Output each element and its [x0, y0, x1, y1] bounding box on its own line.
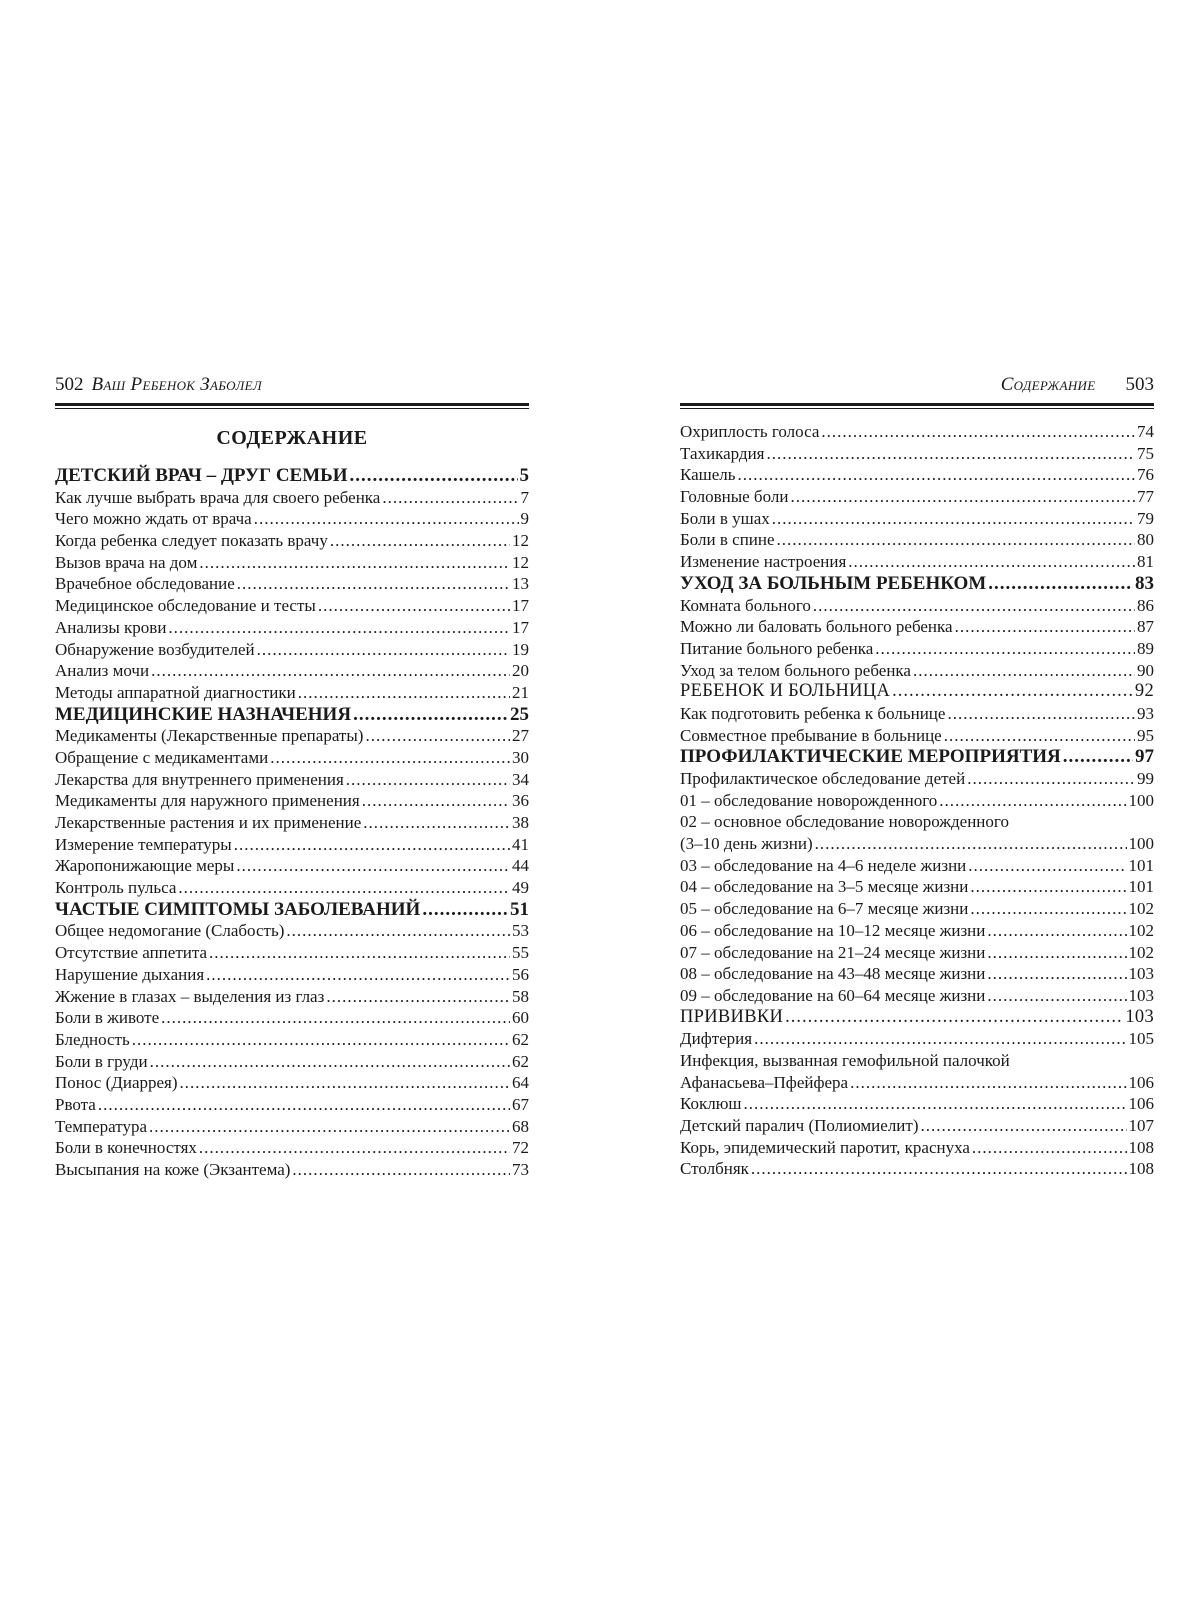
toc-entry	[55, 1029, 529, 1051]
toc-entry-page: 80	[1137, 530, 1154, 550]
toc-entry	[55, 747, 529, 769]
toc-leader-dots	[149, 1116, 510, 1138]
toc-entry-page: 89	[1137, 638, 1154, 658]
toc-leader-dots	[939, 790, 1126, 812]
toc-entry-page: 103	[1128, 985, 1154, 1005]
right-header-rule-thin	[680, 408, 1154, 409]
toc-entry-title: Дифтерия	[680, 1029, 753, 1049]
toc-leader-dots	[972, 1137, 1127, 1159]
toc-entry	[680, 464, 1154, 486]
toc-entry-page: 77	[1137, 487, 1154, 507]
toc-entry-page: 100	[1128, 790, 1154, 810]
toc-entry-page: 101	[1128, 877, 1154, 897]
toc-entry-page: 36	[512, 791, 529, 811]
toc-entry	[55, 964, 529, 986]
toc-entry-title: Контроль пульса	[55, 878, 177, 898]
toc-entry-title: ДЕТСКИЙ ВРАЧ – ДРУГ СЕМЬИ	[55, 465, 348, 486]
toc-entry-title: Боли в конечностях	[55, 1138, 197, 1158]
toc-entry-title: Жжение в глазах – выделения из глаз	[55, 986, 325, 1006]
toc-entry-title: Медикаменты (Лекарственные препараты)	[55, 726, 364, 746]
toc-entry-page: 25	[510, 703, 529, 725]
toc-entry	[55, 487, 529, 509]
toc-entry-page: 87	[1137, 617, 1154, 637]
toc-section-heading	[680, 681, 1154, 703]
toc-entry-title: Лекарства для внутреннего применения	[55, 769, 344, 789]
toc-entry	[680, 1072, 1154, 1094]
toc-entry	[55, 790, 529, 812]
toc-entry-title: МЕДИЦИНСКИЕ НАЗНАЧЕНИЯ	[55, 703, 352, 725]
toc-leader-dots	[944, 725, 1135, 747]
toc-entry	[55, 834, 529, 856]
toc-leader-dots	[987, 942, 1126, 964]
toc-leader-dots	[98, 1094, 510, 1116]
toc-entry	[55, 508, 529, 530]
toc-entry-page: 51	[510, 898, 529, 920]
toc-section-heading	[680, 1007, 1154, 1029]
toc-entry	[55, 552, 529, 574]
right-page	[680, 373, 1154, 1180]
toc-entry-page: 90	[1137, 660, 1154, 680]
toc-entry-title: 02 – основное обследование новорожденного	[680, 812, 1009, 832]
toc-entry-title: Комната больного	[680, 595, 811, 615]
toc-leader-dots	[815, 833, 1127, 855]
toc-entry-page: 97	[1135, 746, 1154, 768]
toc-entry	[55, 986, 529, 1008]
toc-entry	[55, 812, 529, 834]
toc-leader-dots	[180, 1072, 510, 1094]
toc-leader-dots	[785, 1007, 1123, 1029]
toc-entry	[680, 1115, 1154, 1137]
toc-entry-title: Обращение с медикаментами	[55, 747, 269, 767]
toc-entry	[680, 920, 1154, 942]
toc-entry-title: 08 – обследование на 43–48 месяце жизни	[680, 964, 986, 984]
toc-leader-dots	[848, 551, 1135, 573]
toc-entry	[680, 725, 1154, 747]
left-page	[55, 373, 529, 1181]
toc-entry-page: 103	[1128, 964, 1154, 984]
toc-entry-page: 75	[1137, 443, 1154, 463]
toc-entry-page: 72	[512, 1138, 529, 1158]
right-header-rule	[680, 403, 1154, 406]
toc-entry	[55, 1007, 529, 1029]
toc-entry-page: 102	[1128, 920, 1154, 940]
toc-leader-dots	[350, 465, 518, 487]
toc-entry	[55, 1072, 529, 1094]
left-toc-list	[55, 465, 529, 1181]
toc-entry-title: Детский паралич (Полиомиелит)	[680, 1116, 919, 1135]
toc-leader-dots	[892, 681, 1133, 703]
toc-entry-page: 7	[520, 487, 529, 507]
toc-entry-title: Медицинское обследование и тесты	[55, 596, 316, 616]
toc-leader-dots	[970, 898, 1126, 920]
toc-leader-dots	[988, 573, 1133, 595]
toc-entry-title: (3–10 день жизни)	[680, 834, 813, 854]
left-running-title: Ваш Ребенок Заболел	[91, 374, 263, 395]
right-page-number: 503	[1125, 374, 1154, 395]
toc-entry-title: Кашель	[680, 465, 736, 485]
toc-entry-title: Жаропонижающие меры	[55, 856, 235, 876]
toc-leader-dots	[209, 942, 510, 964]
toc-entry	[680, 421, 1154, 443]
toc-entry-page: 107	[1128, 1116, 1154, 1135]
toc-leader-dots	[967, 768, 1135, 790]
toc-leader-dots	[754, 1028, 1126, 1050]
toc-entry	[680, 638, 1154, 660]
toc-entry-title: Инфекция, вызванная гемофильной палочкой	[680, 1050, 1010, 1070]
toc-entry-page: 41	[512, 834, 529, 854]
toc-entry	[55, 920, 529, 942]
toc-entry-title: ПРОФИЛАКТИЧЕСКИЕ МЕРОПРИЯТИЯ	[680, 746, 1061, 768]
toc-section-heading	[680, 746, 1154, 768]
toc-leader-dots	[790, 486, 1135, 508]
toc-entry-title: Рвота	[55, 1094, 96, 1114]
toc-leader-dots	[362, 790, 510, 812]
toc-entry-title: Боли в груди	[55, 1051, 148, 1071]
toc-entry-title: 01 – обследование новорожденного	[680, 790, 938, 810]
toc-entry	[680, 963, 1154, 985]
toc-entry-page: 60	[512, 1008, 529, 1028]
toc-entry-title: 07 – обследование на 21–24 месяце жизни	[680, 942, 986, 962]
toc-entry	[55, 617, 529, 639]
toc-entry-page: 64	[512, 1073, 529, 1093]
toc-entry-page: 86	[1137, 595, 1154, 615]
toc-entry-title: Медикаменты для наружного применения	[55, 791, 360, 811]
toc-entry	[55, 660, 529, 682]
toc-entry-page: 68	[512, 1116, 529, 1136]
toc-entry-title: Чего можно ждать от врача	[55, 509, 252, 529]
toc-entry-page: 76	[1137, 465, 1154, 485]
toc-leader-dots	[987, 985, 1126, 1007]
toc-entry-page: 93	[1137, 703, 1154, 723]
toc-entry-title: Головные боли	[680, 487, 789, 507]
toc-entry	[680, 855, 1154, 877]
toc-entry-title: Температура	[55, 1116, 148, 1136]
toc-entry-title: 04 – обследование на 3–5 месяце жизни	[680, 877, 969, 897]
toc-entry-title: Афанасьева–Пфейфера	[680, 1072, 849, 1092]
toc-section-heading	[55, 899, 529, 921]
toc-entry-title: Корь, эпидемический паротит, краснуха	[680, 1137, 970, 1157]
right-running-head	[680, 373, 1154, 397]
toc-entry-title: Как лучше выбрать врача для своего ребенка	[55, 487, 381, 507]
toc-entry-title: Совместное пребывание в больнице	[680, 725, 942, 745]
toc-entry-title: Измерение температуры	[55, 834, 232, 854]
toc-entry	[55, 942, 529, 964]
toc-entry	[55, 1051, 529, 1073]
toc-section-heading	[55, 704, 529, 726]
toc-section-heading	[55, 465, 529, 487]
toc-entry-title: ЧАСТЫЕ СИМПТОМЫ ЗАБОЛЕВАНИЙ	[55, 898, 421, 920]
toc-entry	[680, 703, 1154, 725]
toc-entry-page: 83	[1135, 572, 1154, 594]
toc-entry-page: 67	[512, 1094, 529, 1114]
toc-leader-dots	[968, 855, 1126, 877]
toc-entry-page: 95	[1137, 725, 1154, 745]
toc-entry-page: 19	[512, 639, 529, 659]
toc-leader-dots	[199, 552, 510, 574]
toc-entry-title: Боли в ушах	[680, 508, 770, 528]
toc-entry-page: 12	[512, 531, 529, 551]
toc-entry-title: Методы аппаратной диагностики	[55, 682, 296, 702]
toc-entry-title: 06 – обследование на 10–12 месяце жизни	[680, 920, 986, 940]
toc-leader-dots	[168, 617, 510, 639]
toc-entry	[680, 1028, 1154, 1050]
toc-entry-title: Врачебное обследование	[55, 574, 235, 594]
toc-entry-page: 58	[512, 986, 529, 1006]
toc-entry-page: 106	[1128, 1072, 1154, 1092]
toc-leader-dots	[363, 812, 510, 834]
toc-entry	[680, 790, 1154, 812]
toc-leader-dots	[365, 725, 510, 747]
toc-leader-dots	[254, 508, 519, 530]
toc-entry	[680, 551, 1154, 573]
toc-entry-title: Коклюш	[680, 1094, 742, 1114]
toc-leader-dots	[150, 1051, 510, 1073]
toc-entry-title: Когда ребенка следует показать врачу	[55, 531, 328, 551]
toc-leader-dots	[257, 639, 510, 661]
toc-entry	[55, 1159, 529, 1181]
toc-leader-dots	[821, 421, 1135, 443]
toc-entry-page: 17	[512, 617, 529, 637]
toc-entry-page: 102	[1128, 942, 1154, 962]
toc-leader-dots	[947, 703, 1135, 725]
toc-entry-page: 62	[512, 1051, 529, 1071]
toc-leader-dots	[346, 769, 510, 791]
toc-entry-title: ПРИВИВКИ	[680, 1006, 784, 1027]
toc-entry-page: 62	[512, 1029, 529, 1049]
toc-entry-title: Высыпания на коже (Экзантема)	[55, 1160, 291, 1179]
toc-section-heading	[680, 573, 1154, 595]
toc-entry-title: Столбняк	[680, 1159, 749, 1179]
toc-entry-title: Понос (Диаррея)	[55, 1073, 178, 1093]
toc-entry-page: 17	[512, 596, 529, 616]
toc-entry-page: 20	[512, 661, 529, 681]
toc-entry	[680, 1158, 1154, 1180]
toc-entry-page: 102	[1128, 899, 1154, 919]
toc-leader-dots	[987, 963, 1126, 985]
toc-leader-dots	[199, 1137, 510, 1159]
toc-leader-dots	[382, 487, 518, 509]
toc-entry-title: Обнаружение возбудителей	[55, 639, 255, 659]
toc-entry	[55, 1094, 529, 1116]
toc-entry	[55, 595, 529, 617]
toc-entry-page: 9	[520, 509, 529, 529]
toc-leader-dots	[318, 595, 510, 617]
toc-leader-dots	[777, 529, 1135, 551]
right-running-title: Содержание	[1000, 374, 1096, 395]
toc-entry-title: Лекарственные растения и их применение	[55, 813, 362, 832]
toc-leader-dots	[767, 443, 1136, 465]
toc-entry	[680, 811, 1154, 833]
toc-entry-title: Питание больного ребенка	[680, 638, 874, 658]
toc-entry	[55, 639, 529, 661]
toc-entry-title: 05 – обследование на 6–7 месяце жизни	[680, 899, 969, 919]
left-header-rule	[55, 403, 529, 406]
toc-entry	[680, 833, 1154, 855]
toc-entry-page: 101	[1128, 855, 1154, 875]
toc-leader-dots	[422, 899, 508, 921]
toc-entry-page: 100	[1128, 834, 1154, 854]
toc-entry-page: 79	[1137, 508, 1154, 528]
toc-entry	[55, 1137, 529, 1159]
toc-entry-page: 12	[512, 552, 529, 572]
toc-entry-title: Вызов врача на дом	[55, 552, 198, 572]
toc-leader-dots	[270, 747, 510, 769]
toc-entry-page: 38	[512, 813, 529, 832]
toc-leader-dots	[298, 682, 510, 704]
toc-entry	[55, 530, 529, 552]
toc-entry-page: 49	[512, 878, 529, 898]
toc-entry	[55, 1116, 529, 1138]
toc-entry-page: 108	[1128, 1137, 1154, 1157]
toc-entry-title: Уход за телом больного ребенка	[680, 660, 911, 680]
toc-entry	[680, 1050, 1154, 1072]
toc-entry-title: 09 – обследование на 60–64 месяце жизни	[680, 985, 986, 1005]
toc-leader-dots	[326, 986, 510, 1008]
toc-leader-dots	[236, 855, 510, 877]
toc-entry-title: Тахикардия	[680, 443, 765, 463]
toc-entry	[680, 660, 1154, 682]
toc-entry-page: 44	[512, 856, 529, 876]
toc-leader-dots	[744, 1093, 1127, 1115]
toc-entry	[680, 876, 1154, 898]
toc-entry-title: Боли в животе	[55, 1008, 160, 1028]
toc-entry-page: 53	[512, 921, 529, 941]
toc-entry-title: Нарушение дыхания	[55, 964, 205, 984]
toc-entry	[680, 768, 1154, 790]
toc-entry	[680, 486, 1154, 508]
toc-entry-page: 30	[512, 747, 529, 767]
toc-entry	[680, 616, 1154, 638]
toc-leader-dots	[751, 1158, 1127, 1180]
toc-leader-dots	[1063, 746, 1133, 768]
toc-entry	[680, 1093, 1154, 1115]
toc-entry-title: Боли в спине	[680, 530, 775, 550]
toc-entry	[55, 573, 529, 595]
toc-entry-page: 103	[1125, 1006, 1154, 1027]
toc-leader-dots	[206, 964, 510, 986]
toc-entry-page: 105	[1128, 1029, 1154, 1049]
toc-entry-page: 34	[512, 769, 529, 789]
toc-title: СОДЕРЖАНИЕ	[216, 427, 368, 449]
toc-entry	[680, 529, 1154, 551]
toc-leader-dots	[353, 704, 508, 726]
toc-leader-dots	[132, 1029, 510, 1051]
toc-entry-page: 99	[1137, 769, 1154, 788]
toc-entry	[55, 855, 529, 877]
toc-entry-page: 81	[1137, 552, 1154, 572]
toc-entry-page: 5	[519, 465, 529, 486]
toc-leader-dots	[987, 920, 1126, 942]
left-page-number: 502	[55, 374, 84, 395]
toc-entry	[680, 942, 1154, 964]
toc-entry-title: 03 – обследование на 4–6 неделе жизни	[680, 855, 967, 875]
toc-leader-dots	[286, 920, 510, 942]
toc-leader-dots	[955, 616, 1135, 638]
toc-entry	[680, 898, 1154, 920]
toc-entry	[680, 1137, 1154, 1159]
toc-leader-dots	[850, 1072, 1126, 1094]
toc-entry-title: Отсутствие аппетита	[55, 943, 208, 963]
toc-entry	[680, 595, 1154, 617]
toc-leader-dots	[970, 876, 1126, 898]
toc-leader-dots	[178, 877, 510, 899]
toc-entry-title: Анализы крови	[55, 617, 167, 637]
toc-entry-page: 74	[1137, 422, 1154, 441]
toc-entry-page: 13	[512, 574, 529, 594]
toc-entry	[680, 985, 1154, 1007]
toc-entry-title: Общее недомогание (Слабость)	[55, 921, 285, 941]
toc-leader-dots	[772, 508, 1135, 530]
toc-leader-dots	[813, 595, 1135, 617]
toc-entry-page: 73	[512, 1160, 529, 1179]
toc-leader-dots	[921, 1115, 1127, 1137]
toc-entry-page: 92	[1134, 681, 1154, 702]
toc-entry-page: 106	[1128, 1094, 1154, 1114]
toc-entry	[55, 877, 529, 899]
toc-entry-page: 55	[512, 943, 529, 963]
toc-leader-dots	[330, 530, 510, 552]
toc-entry	[680, 443, 1154, 465]
toc-entry	[55, 725, 529, 747]
toc-entry-title: УХОД ЗА БОЛЬНЫМ РЕБЕНКОМ	[680, 572, 987, 594]
right-toc-list	[680, 421, 1154, 1180]
toc-leader-dots	[738, 464, 1135, 486]
toc-entry-title: Как подготовить ребенка к больнице	[680, 703, 946, 723]
toc-entry-title: Анализ мочи	[55, 661, 150, 681]
left-running-head	[55, 373, 529, 397]
toc-leader-dots	[151, 660, 510, 682]
toc-entry-page: 21	[512, 682, 529, 702]
toc-entry-title: РЕБЕНОК И БОЛЬНИЦА	[680, 681, 891, 702]
toc-entry-title: Изменение настроения	[680, 552, 847, 572]
toc-leader-dots	[292, 1159, 510, 1181]
toc-entry	[55, 769, 529, 791]
left-header-rule-thin	[55, 408, 529, 409]
toc-leader-dots	[913, 660, 1135, 682]
toc-entry-title: Охриплость голоса	[680, 422, 820, 441]
toc-entry-page: 108	[1128, 1159, 1154, 1179]
toc-leader-dots	[875, 638, 1135, 660]
toc-entry-title: Бледность	[55, 1029, 130, 1049]
toc-leader-dots	[237, 573, 510, 595]
toc-entry	[55, 682, 529, 704]
toc-leader-dots	[161, 1007, 510, 1029]
toc-entry-title: Профилактическое обследование детей	[680, 769, 966, 788]
toc-entry-title: Можно ли баловать больного ребенка	[680, 617, 953, 637]
toc-entry-page: 56	[512, 964, 529, 984]
toc-leader-dots	[234, 834, 510, 856]
toc-entry	[680, 508, 1154, 530]
toc-entry-page: 27	[512, 726, 529, 746]
